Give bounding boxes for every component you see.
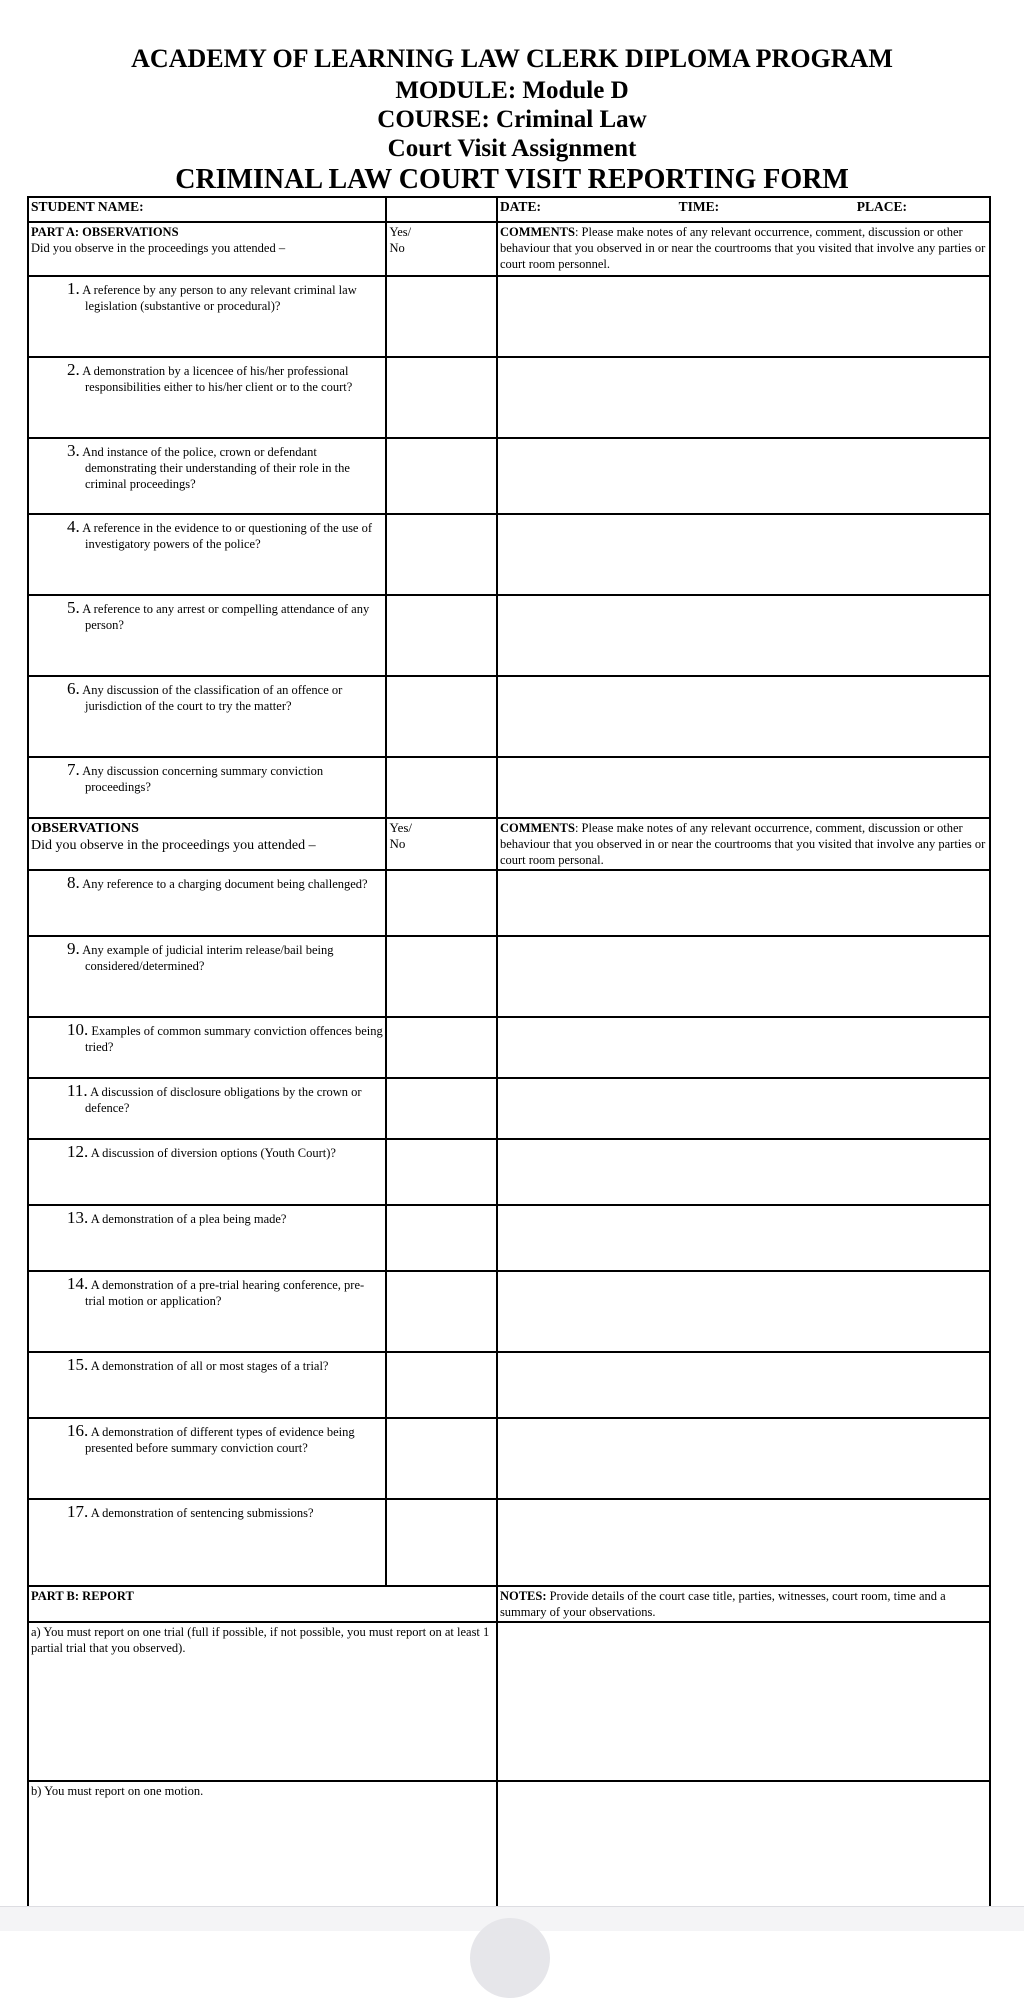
comments-instructions: : Please make notes of any relevant occurrence, comment, discussion or other behaviour that you observed in or near the courtrooms that you visited that involve any parties or court room personal. [499, 821, 986, 867]
question-cell [28, 1352, 386, 1418]
question-text: A demonstration by a licencee of his/her professional responsibilities either to his/her client or to the court? [82, 364, 353, 394]
question-cell [28, 936, 386, 1017]
question-row [28, 357, 990, 438]
question-cell [28, 1271, 386, 1352]
question-text: Any reference to a charging document being challenged? [82, 877, 368, 891]
question-row [28, 870, 990, 936]
question-row [28, 1271, 990, 1352]
course-title: COURSE: Criminal Law [377, 106, 647, 133]
part-b-header-row [28, 1586, 990, 1622]
question-cell [28, 1017, 386, 1078]
comment-cell[interactable] [497, 870, 990, 936]
no-label: No [389, 836, 406, 851]
comment-cell[interactable] [497, 1352, 990, 1418]
question-number: 14. [67, 1274, 89, 1293]
question-number: 15. [67, 1355, 89, 1374]
part-a-title-cell [28, 222, 386, 276]
yes-label: Yes/ [389, 820, 413, 835]
comment-cell[interactable] [497, 676, 990, 757]
answer-cell[interactable] [386, 757, 496, 818]
answer-cell[interactable] [386, 936, 496, 1017]
report-motion-cell [28, 1781, 497, 1921]
part-b-title: PART B: REPORT [31, 1589, 134, 1603]
report-motion-instruction: b) You must report on one motion. [31, 1784, 204, 1798]
question-row [28, 757, 990, 818]
question-cell [28, 757, 386, 818]
answer-cell[interactable] [386, 276, 496, 357]
yes-no-header-cell [386, 222, 496, 276]
question-text: A discussion of diversion options (Youth Court)? [90, 1146, 336, 1160]
comment-cell[interactable] [497, 1139, 990, 1205]
question-cell [28, 1139, 386, 1205]
question-cell [28, 1499, 386, 1586]
comment-cell[interactable] [497, 757, 990, 818]
comment-cell[interactable] [497, 514, 990, 595]
question-row [28, 1078, 990, 1139]
question-row [28, 438, 990, 514]
comment-cell[interactable] [497, 1418, 990, 1499]
yes-no-header-cell [386, 818, 496, 870]
question-text: Any example of judicial interim release/bail being considered/determined? [82, 943, 334, 973]
comment-cell[interactable] [497, 1017, 990, 1078]
report-motion-row [28, 1781, 990, 1921]
observations-title-cell [28, 818, 386, 870]
part-a-header-row [28, 222, 990, 276]
comments-header-cell [497, 818, 990, 870]
comment-cell[interactable] [497, 1078, 990, 1139]
comment-cell[interactable] [497, 1271, 990, 1352]
report-trial-row [28, 1622, 990, 1781]
question-text: Any discussion of the classification of an offence or jurisdiction of the court to try the matter? [82, 683, 343, 713]
reporting-form-table [27, 196, 991, 1922]
question-number: 7. [67, 760, 80, 779]
module-title: MODULE: Module D [395, 77, 629, 104]
question-number: 4. [67, 517, 80, 536]
comments-instructions: : Please make notes of any relevant occurrence, comment, discussion or other behaviour that you observed in or near the courtrooms that you visited that involve any parties or court room personnel. [499, 225, 986, 271]
report-motion-notes-cell[interactable] [497, 1781, 990, 1921]
question-cell [28, 1205, 386, 1271]
question-number: 11. [67, 1081, 88, 1100]
question-text: A reference by any person to any relevant criminal law legislation (substantive or procedural)? [82, 283, 357, 313]
question-cell [28, 676, 386, 757]
question-row [28, 276, 990, 357]
question-number: 10. [67, 1020, 89, 1039]
part-a-subtitle: Did you observe in the proceedings you attended – [31, 241, 286, 255]
question-cell [28, 514, 386, 595]
scroll-handle[interactable] [470, 1918, 550, 1998]
question-number: 12. [67, 1142, 89, 1161]
answer-cell[interactable] [386, 1271, 496, 1352]
student-name-label: STUDENT NAME: [31, 199, 144, 214]
comments-header-cell [497, 222, 990, 276]
question-number: 8. [67, 873, 80, 892]
question-number: 9. [67, 939, 80, 958]
question-row [28, 936, 990, 1017]
report-trial-cell [28, 1622, 497, 1781]
answer-cell[interactable] [386, 1078, 496, 1139]
question-number: 16. [67, 1421, 89, 1440]
answer-cell[interactable] [386, 514, 496, 595]
question-cell [28, 1418, 386, 1499]
question-row [28, 595, 990, 676]
report-trial-instruction: a) You must report on one trial (full if possible, if not possible, you must report on at least 1 partial trial that you observed). [31, 1625, 490, 1655]
comment-cell[interactable] [497, 357, 990, 438]
question-row [28, 1499, 990, 1586]
time-label: TIME: [678, 199, 720, 214]
question-number: 3. [67, 441, 80, 460]
answer-cell[interactable] [386, 676, 496, 757]
question-number: 6. [67, 679, 80, 698]
question-text: A demonstration of a pre-trial hearing conference, pre-trial motion or application? [85, 1278, 365, 1308]
question-text: A demonstration of a plea being made? [90, 1212, 287, 1226]
comment-cell[interactable] [497, 276, 990, 357]
question-text: Examples of common summary conviction offences being tried? [85, 1024, 383, 1054]
question-text: A demonstration of all or most stages of a trial? [90, 1359, 329, 1373]
answer-cell[interactable] [386, 1499, 496, 1586]
answer-cell[interactable] [386, 1017, 496, 1078]
no-label: No [389, 241, 405, 255]
question-cell [28, 357, 386, 438]
question-row [28, 1418, 990, 1499]
assignment-title: Court Visit Assignment [387, 135, 637, 162]
comment-cell[interactable] [497, 438, 990, 514]
student-info-row [28, 197, 990, 222]
program-title: ACADEMY OF LEARNING LAW CLERK DIPLOMA PROGRAM [131, 44, 893, 73]
question-text: A demonstration of sentencing submissions? [90, 1506, 314, 1520]
question-number: 13. [67, 1208, 89, 1227]
question-row [28, 1352, 990, 1418]
observations-subtitle: Did you observe in the proceedings you attended – [31, 838, 316, 853]
comments-label: COMMENTS [499, 821, 575, 835]
question-number: 5. [67, 598, 80, 617]
question-text: A reference to any arrest or compelling attendance of any person? [82, 602, 370, 632]
date-time-place-cell[interactable] [497, 197, 990, 222]
question-row [28, 514, 990, 595]
answer-cell[interactable] [386, 1139, 496, 1205]
question-number: 17. [67, 1502, 89, 1521]
question-text: Any discussion concerning summary conviction proceedings? [82, 764, 324, 794]
notes-instructions: Provide details of the court case title, parties, witnesses, court room, time and a summary of your observations. [499, 1589, 946, 1619]
comment-cell[interactable] [497, 1499, 990, 1586]
question-cell [28, 1078, 386, 1139]
question-text: A reference in the evidence to or questioning of the use of investigatory powers of the police? [82, 521, 373, 551]
question-cell [28, 276, 386, 357]
question-number: 1. [67, 279, 80, 298]
student-name-blank-cell[interactable] [386, 197, 496, 222]
question-text: A discussion of disclosure obligations by the crown or defence? [85, 1085, 362, 1115]
answer-cell[interactable] [386, 357, 496, 438]
answer-cell[interactable] [386, 870, 496, 936]
question-text: A demonstration of different types of evidence being presented before summary conviction court? [85, 1425, 355, 1455]
answer-cell[interactable] [386, 1352, 496, 1418]
question-row [28, 676, 990, 757]
comment-cell[interactable] [497, 1205, 990, 1271]
question-cell [28, 438, 386, 514]
comment-cell[interactable] [497, 936, 990, 1017]
date-label: DATE: [499, 199, 541, 214]
student-name-cell[interactable] [28, 197, 386, 222]
report-trial-notes-cell[interactable] [497, 1622, 990, 1781]
question-cell [28, 595, 386, 676]
comments-label: COMMENTS [499, 225, 575, 239]
notes-label: NOTES: [499, 1589, 547, 1603]
question-text: And instance of the police, crown or defendant demonstrating their understanding of their role in the criminal proceedings? [82, 445, 350, 491]
notes-header-cell [497, 1586, 990, 1622]
question-row [28, 1205, 990, 1271]
answer-cell[interactable] [386, 1205, 496, 1271]
observations-title: OBSERVATIONS [31, 821, 139, 836]
question-row [28, 1017, 990, 1078]
question-cell [28, 870, 386, 936]
observations-header-row [28, 818, 990, 870]
form-title: CRIMINAL LAW COURT VISIT REPORTING FORM [175, 164, 849, 195]
yes-label: Yes/ [389, 225, 412, 239]
question-number: 2. [67, 360, 80, 379]
question-row [28, 1139, 990, 1205]
answer-cell[interactable] [386, 438, 496, 514]
comment-cell[interactable] [497, 595, 990, 676]
part-b-title-cell [28, 1586, 497, 1622]
answer-cell[interactable] [386, 1418, 496, 1499]
place-label: PLACE: [856, 199, 907, 214]
part-a-title: PART A: OBSERVATIONS [31, 225, 179, 239]
answer-cell[interactable] [386, 595, 496, 676]
